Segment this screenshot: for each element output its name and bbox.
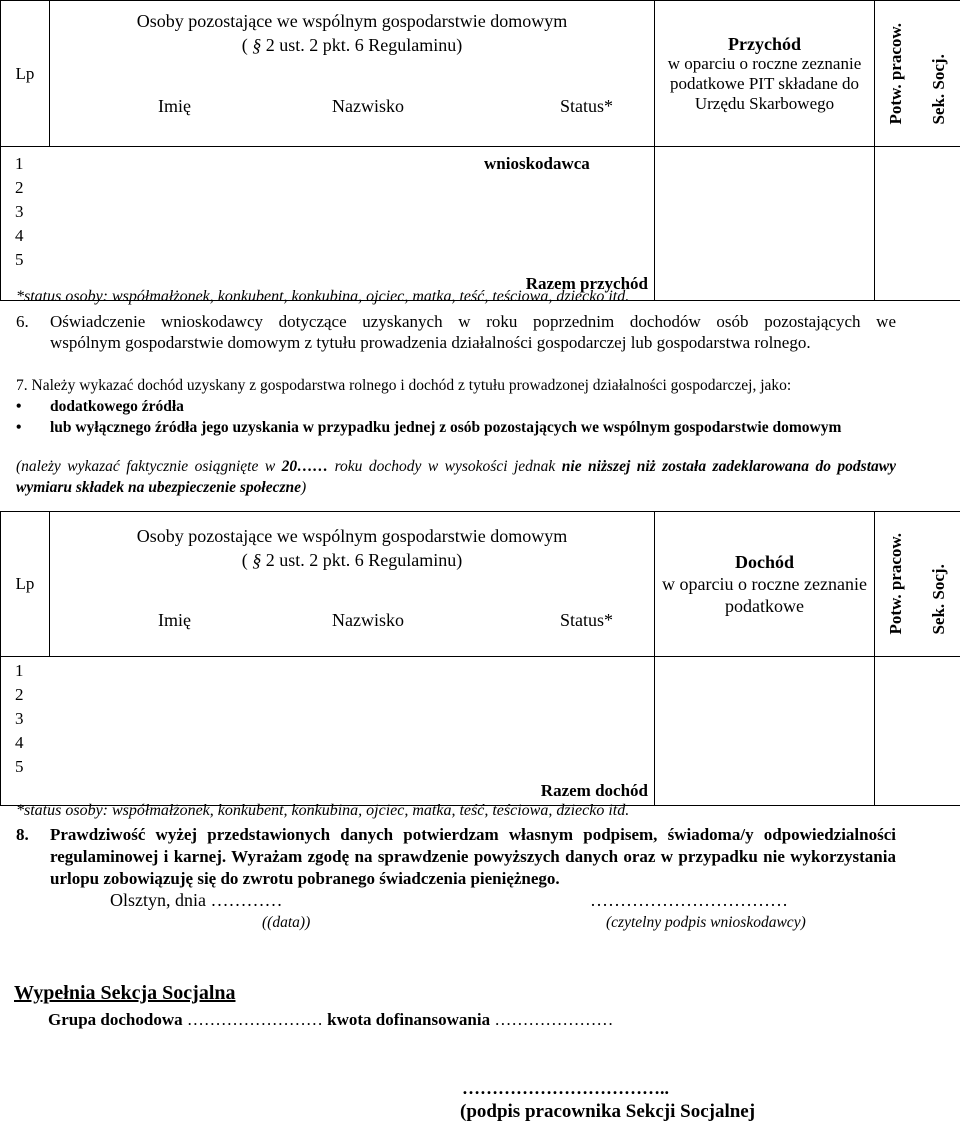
col-last-name: Nazwisko <box>332 96 404 116</box>
row-5: 5 <box>15 250 24 269</box>
row-1: 1 <box>15 154 24 173</box>
row-3: 3 <box>15 709 24 728</box>
col-status: Status* <box>560 96 614 116</box>
col-first-name-2: Imię <box>158 610 191 630</box>
lp-header-2: Lp <box>1 512 50 657</box>
row-2: 2 <box>15 178 24 197</box>
place-date: Olsztyn, dnia ………… <box>110 890 283 910</box>
col-first-name: Imię <box>158 96 191 116</box>
income-group-row <box>48 1010 613 1030</box>
household-income-table-2 <box>0 511 960 806</box>
row-4: 4 <box>15 733 24 752</box>
confirm-header-2: Potw. pracow. Sek. Socj. <box>875 512 960 657</box>
total-income-label: Razem przychód <box>525 274 648 293</box>
income-group-field[interactable]: …………………… <box>186 1010 323 1029</box>
applicant-label: wnioskodawca <box>484 154 590 173</box>
total-income-label-2: Razem dochód <box>540 781 648 800</box>
row-2: 2 <box>15 685 24 704</box>
household-income-table <box>0 0 960 301</box>
funding-amount-label: kwota dofinansowania <box>327 1010 491 1029</box>
staff-signature-line: …………………………….. <box>462 1078 669 1098</box>
persons-header <box>50 1 655 147</box>
section-7-note: (należy wykazać faktycznie osiągnięte w 20…… roku dochody w wysokości jednak nie niższej niż została zadeklarowana do podstawy wymiaru składek na ubezpieczenie społeczne) <box>16 458 896 496</box>
income-header: Przychód w oparciu o roczne zeznanie podatkowe PIT składane do Urzędu Skarbowego <box>655 1 875 147</box>
income-values-2 <box>655 657 875 806</box>
date-caption: ((data)) <box>262 914 311 931</box>
col-status-2: Status* <box>560 610 614 630</box>
lp-header: Lp <box>1 1 50 147</box>
income-values <box>655 147 875 301</box>
staff-signature-caption: (podpis pracownika Sekcji Socjalnej <box>460 1101 756 1122</box>
signature-caption: (czytelny podpis wnioskodawcy) <box>606 914 806 931</box>
signature-line: …………………………… <box>590 890 788 910</box>
section-7: 7. Należy wykazać dochód uzyskany z gospodarstwa rolnego i dochód z tytułu prowadzonej działalności gospodarczej, jako: <box>16 377 792 394</box>
funding-amount-field[interactable]: ………………… <box>494 1010 614 1029</box>
social-section-heading: Wypełnia Sekcja Socjalna <box>14 982 236 1004</box>
status-note-2: *status osoby: współmałżonek, konkubent, konkubina, ojciec, matka, teść, teściowa, dziecko itd. <box>16 802 630 819</box>
rows-block-2 <box>1 657 655 806</box>
section-7-bullets: • dodatkowego źródła • lub wyłącznego źródła jego uzyskania w przypadku jednej z osób pozostających we wspólnym gospodarstwie domowym <box>16 398 842 436</box>
row-3: 3 <box>15 202 24 221</box>
income-group-label: Grupa dochodowa <box>48 1010 183 1029</box>
row-4: 4 <box>15 226 24 245</box>
regulation-ref-2: ( § 2 ust. 2 pkt. 6 Regulaminu) <box>241 550 463 570</box>
row-5: 5 <box>15 757 24 776</box>
col-last-name-2: Nazwisko <box>332 610 404 630</box>
status-note-1: *status osoby: współmałżonek, konkubent, konkubina, ojciec, matka, teść, teściowa, dziecko itd. <box>16 288 630 305</box>
persons-title: Osoby pozostające we wspólnym gospodarstwie domowym <box>136 11 568 31</box>
rows-block <box>1 147 655 301</box>
persons-header-2 <box>50 512 655 657</box>
regulation-ref: ( § 2 ust. 2 pkt. 6 Regulaminu) <box>241 35 463 55</box>
confirm-values <box>875 147 960 301</box>
confirm-header: Potw. pracow. Sek. Socj. <box>875 1 960 147</box>
section-6: 6. Oświadczenie wnioskodawcy dotyczące uzyskanych w roku poprzednim dochodów osób pozostających we wspólnym gospodarstwie domowym z tytułu prowadzenia działalności gospodarczej lub gospodarstwa rolnego. <box>16 312 896 352</box>
section-8: 8. Prawdziwość wyżej przedstawionych danych potwierdzam własnym podpisem, świadoma/y odpowiedzialności regulaminowej i karnej. Wyrażam zgodę na sprawdzenie powyższych danych oraz w przypadku nie wykorzystania urlopu zobowiązuję się do zwrotu pobranego świadczenia pieniężnego. <box>16 825 896 888</box>
row-1: 1 <box>15 661 24 680</box>
persons-title-2: Osoby pozostające we wspólnym gospodarstwie domowym <box>136 526 568 546</box>
income-header-2: Dochód w oparciu o roczne zeznanie podatkowe <box>655 512 875 657</box>
confirm-values-2 <box>875 657 960 806</box>
